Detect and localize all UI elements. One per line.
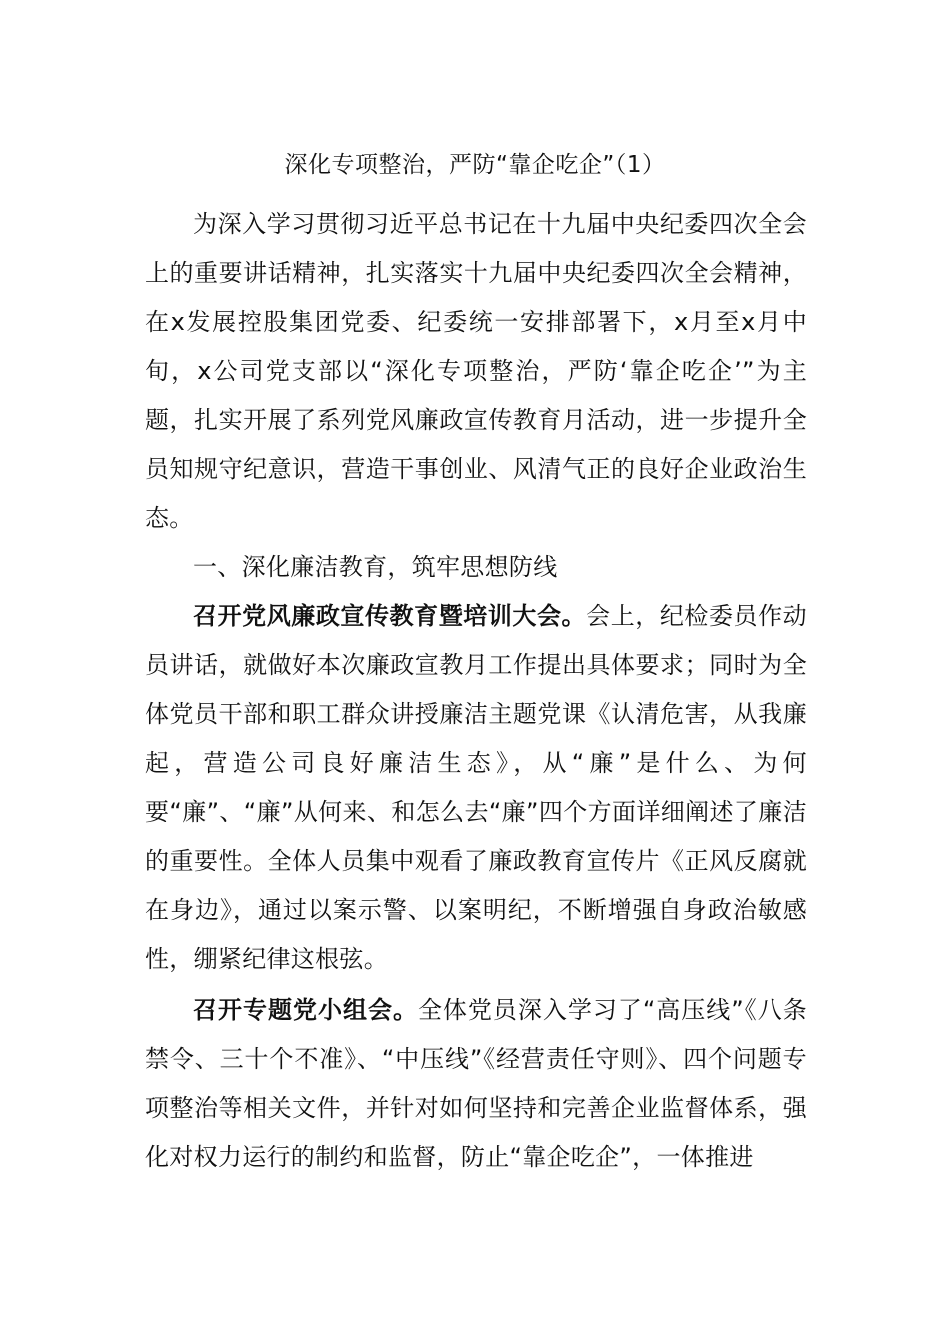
document-title: 深化专项整治，严防“靠企吃企”（1） <box>284 152 666 178</box>
document-body <box>145 200 807 1182</box>
paragraph-intro <box>145 200 807 543</box>
paragraph-training-meeting <box>145 592 807 984</box>
section-heading-text: 一、深化廉洁教育，筑牢思想防线 <box>193 553 558 581</box>
section-heading <box>145 543 807 592</box>
paragraph-lead: 召开专题党小组会。 <box>193 996 418 1024</box>
paragraph-text: 全体党员深入学习了“高压线”《八条禁令、三十个不准》、“中压线”《经营责任守则》、四个问题专项整治等相关文件，并针对如何坚持和完善企业监督体系，强化对权力运行的制约和监督，防止“靠企吃企”，一体推进 <box>145 996 807 1171</box>
paragraph-party-group-meeting <box>145 986 807 1182</box>
paragraph-lead: 召开党风廉政宣传教育暨培训大会。 <box>193 602 587 630</box>
paragraph-text: 会上，纪检委员作动员讲话，就做好本次廉政宣教月工作提出具体要求；同时为全体党员干部和职工群众讲授廉洁主题党课《认清危害，从我廉起，营造公司良好廉洁生态》，从“廉”是什么、为何要“廉”、“廉”从何来、和怎么去“廉”四个方面详细阐述了廉洁的重要性。全体人员集中观看了廉政教育宣传片《正风反腐就在身边》，通过以案示警、以案明纪，不断增强自身政治敏感性，绷紧纪律这根弦。 <box>145 602 807 973</box>
paragraph-text: 为深入学习贯彻习近平总书记在十九届中央纪委四次全会上的重要讲话精神，扎实落实十九届中央纪委四次全会精神，在x发展控股集团党委、纪委统一安排部署下，x月至x月中旬，x公司党支部以“深化专项整治，严防‘靠企吃企’”为主题，扎实开展了系列党风廉政宣传教育月活动，进一步提升全员知规守纪意识，营造干事创业、风清气正的良好企业政治生态。 <box>145 210 807 532</box>
